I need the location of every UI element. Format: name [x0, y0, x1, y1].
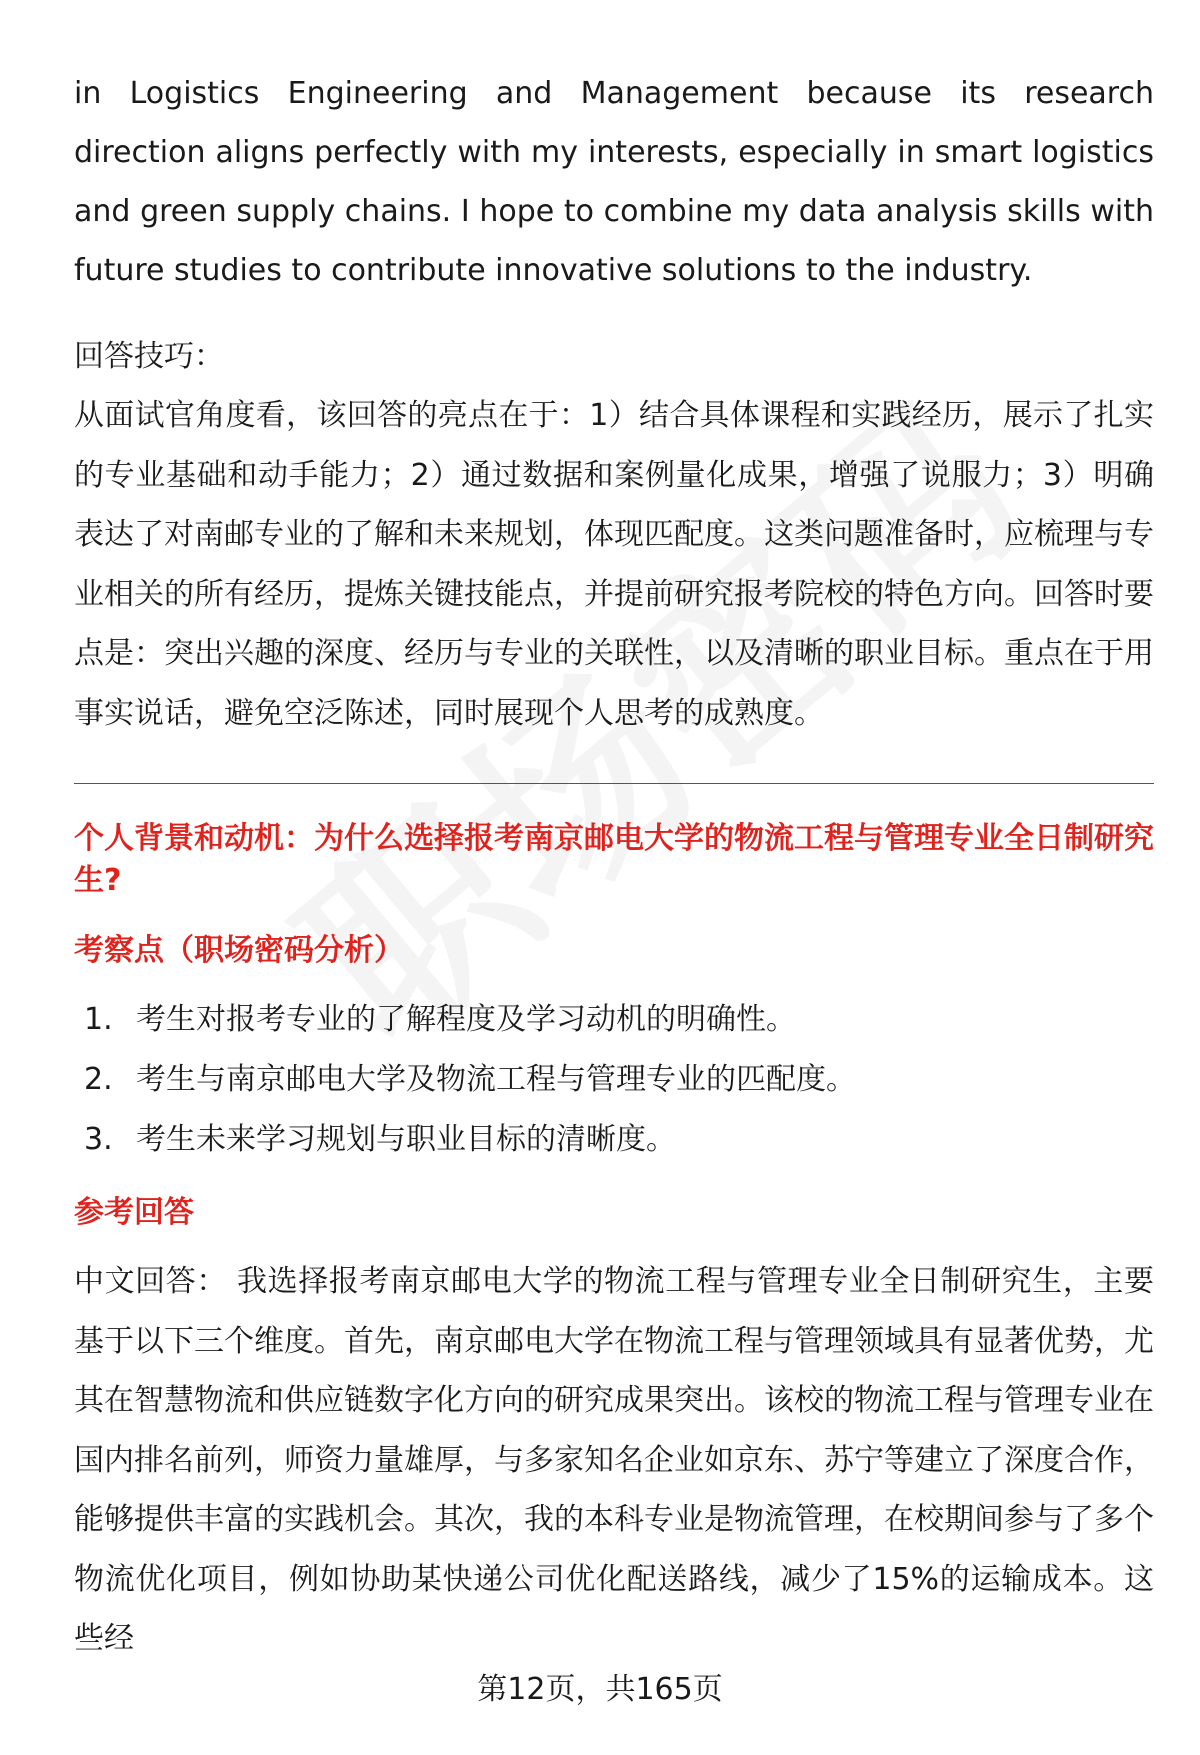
list-item-number: 3. [84, 1122, 113, 1157]
reference-heading: 参考回答 [74, 1195, 194, 1230]
points-heading: 考察点（职场密码分析） [74, 933, 404, 968]
list-item [74, 1050, 1154, 1110]
answer-paragraph: 中文回答： 我选择报考南京邮电大学的物流工程与管理专业全日制研究生，主要基于以下三个维度。首先，南京邮电大学在物流工程与管理领域具有显著优势，尤其在智慧物流和供应链数字化方向的研究成果突出。该校的物流工程与管理专业在国内排名前列，师资力量雄厚，与多家知名企业如京东、苏宁等建立了深度合作，能够提供丰富的实践机会。其次，我的本科专业是物流管理，在校期间参与了多个物流优化项目，例如协助某快递公司优化配送路线，减少了15%的运输成本。这些经 [74, 1264, 1154, 1656]
list-item [74, 1110, 1154, 1170]
intro-paragraph-en: in Logistics Engineering and Management because its research direction aligns perfectly with my interests, especially in smart logistics and green supply chains. I hope to combine my data analysis skills with future studies to contribute innovative solutions to the industry. [74, 76, 1154, 288]
list-item-text: 考生未来学习规划与职业目标的清晰度。 [136, 1122, 676, 1157]
list-item-text: 考生与南京邮电大学及物流工程与管理专业的匹配度。 [136, 1062, 856, 1097]
page-content [74, 64, 1154, 1669]
tips-label: 回答技巧： [74, 339, 224, 374]
question-title: 个人背景和动机：为什么选择报考南京邮电大学的物流工程与管理专业全日制研究生? [74, 821, 1154, 898]
list-item-text: 考生对报考专业的了解程度及学习动机的明确性。 [136, 1002, 796, 1037]
section-divider [74, 783, 1154, 784]
list-item-number: 1. [84, 1002, 113, 1037]
list-item-number: 2. [84, 1062, 113, 1097]
list-item [74, 990, 1154, 1050]
points-list [74, 990, 1154, 1170]
tips-paragraph: 从面试官角度看，该回答的亮点在于：1）结合具体课程和实践经历，展示了扎实的专业基础和动手能力；2）通过数据和案例量化成果，增强了说服力；3）明确表达了对南邮专业的了解和未来规划，体现匹配度。这类问题准备时，应梳理与专业相关的所有经历，提炼关键技能点，并提前研究报考院校的特色方向。回答时要点是：突出兴趣的深度、经历与专业的关联性，以及清晰的职业目标。重点在于用事实说话，避免空泛陈述，同时展现个人思考的成熟度。 [74, 398, 1154, 731]
page-footer: 第12页，共165页 [477, 1672, 723, 1707]
